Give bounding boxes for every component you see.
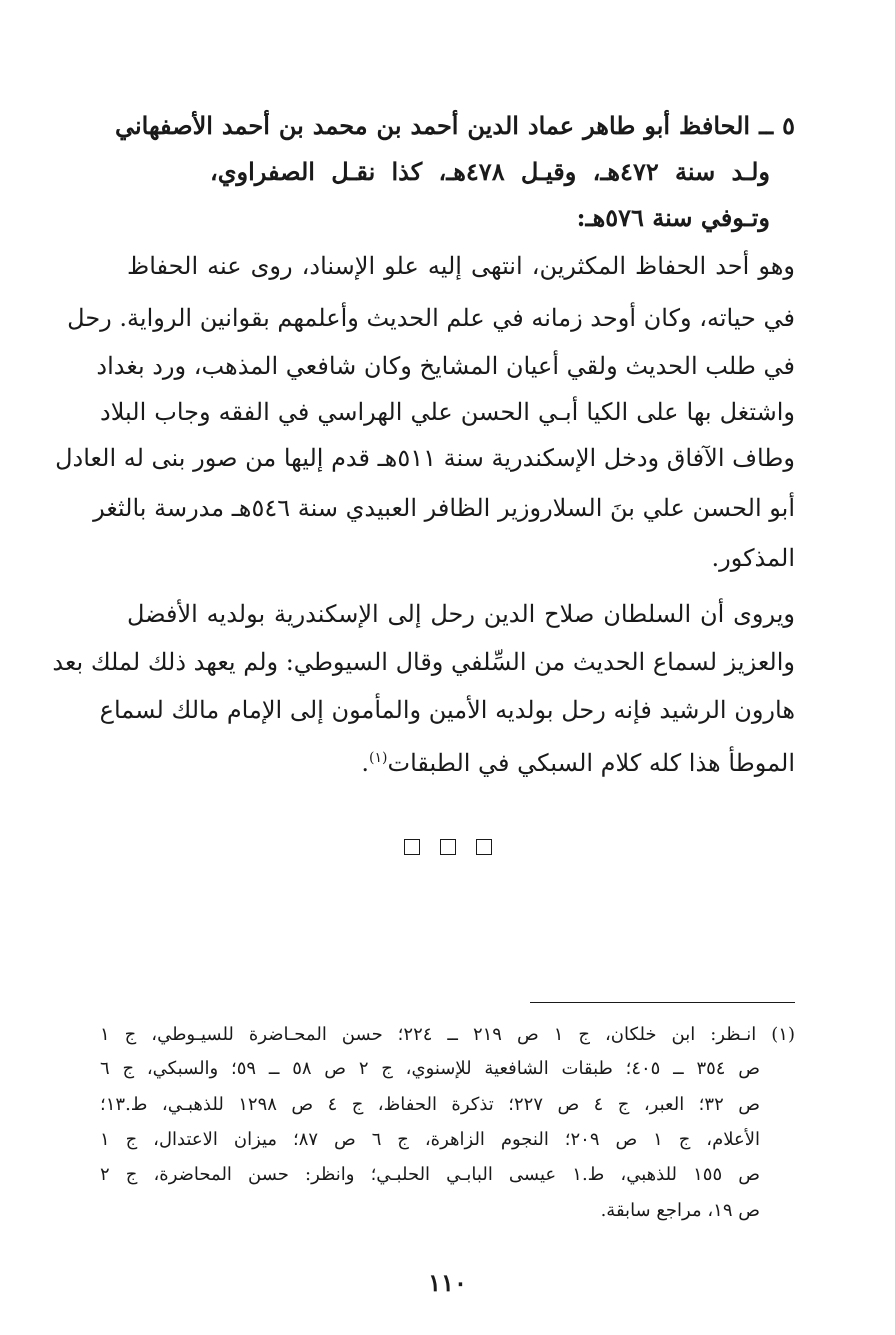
entry-heading-line-3: وتـوفي سنة ٥٧٦هـ: bbox=[576, 203, 770, 232]
paragraph-1-line-6: أبو الحسن علي بنَ السلاروزير الظافر العبيدي سنة ٥٤٦هـ مدرسة بالثغر bbox=[93, 494, 795, 522]
footnote-divider bbox=[530, 1002, 795, 1003]
footnote-line-3: ص ٣٢؛ العبر، ج ٤ ص ٢٢٧؛ تذكرة الحفاظ، ج ٤ ص ١٢٩٨ للذهبـي، ط.١٣؛ bbox=[100, 1094, 760, 1115]
paragraph-2-line-1: ويروى أن السلطان صلاح الدين رحل إلى الإسكندرية بولديه الأفضل bbox=[127, 600, 795, 628]
paragraph-2-line-4: الموطأ هذا كله كلام السبكي في الطبقات$^{(١)}$. bbox=[361, 749, 795, 777]
paragraph-2-line-2: والعزيز لسماع الحديث من السِّلفي وقال السيوطي: ولم يعهد ذلك لملك بعد bbox=[52, 648, 795, 676]
paragraph-1-line-4: واشتغل بها على الكيا أبـي الحسن علي الهراسي في الفقه وجاب البلاد bbox=[100, 398, 795, 426]
paragraph-1-line-7: المذكور. bbox=[711, 544, 795, 572]
paragraph-1-line-2: في حياته، وكان أوحد زمانه في علم الحديث وأعلمهم بقوانين الرواية. رحل bbox=[67, 304, 795, 332]
footnote-line-2: ص ٣٥٤ ــ ٤٠٥؛ طبقات الشافعية للإسنوي، ج ٢ ص ٥٨ ــ ٥٩؛ والسبكي، ج ٦ bbox=[100, 1058, 761, 1079]
footnote-line-6: ص ١٩، مراجع سابقة. bbox=[600, 1200, 760, 1221]
paragraph-2-line-4-text: الموطأ هذا كله كلام السبكي في الطبقات bbox=[387, 749, 795, 777]
ornament-square-icon bbox=[404, 839, 420, 855]
ornament-square-icon bbox=[440, 839, 456, 855]
page-number: ١١٠ bbox=[428, 1268, 467, 1297]
footnote-marker: (١) bbox=[369, 750, 388, 766]
entry-heading-line-1: ٥ ــ الحافظ أبو طاهر عماد الدين أحمد بن محمد بن أحمد الأصفهاني bbox=[115, 111, 795, 140]
paragraph-1-line-3: في طلب الحديث ولقي أعيان المشايخ وكان شافعي المذهب، ورد بغداد bbox=[96, 352, 795, 380]
paragraph-2-line-3: هارون الرشيد فإنه رحل بولديه الأمين والمأمون إلى الإمام مالك لسماع bbox=[99, 696, 795, 724]
footnote-line-4: الأعلام، ج ١ ص ٢٠٩؛ النجوم الزاهرة، ج ٦ ص ٨٧؛ ميزان الاعتدال، ج ١ bbox=[100, 1129, 760, 1150]
ornament-square-icon bbox=[476, 839, 492, 855]
section-ornaments bbox=[0, 836, 895, 856]
footnote-line-1: (١) انـظر: ابن خلكان، ج ١ ص ٢١٩ ــ ٢٢٤؛ حسن المحـاضرة للسيـوطي، ج ١ bbox=[100, 1024, 795, 1045]
paragraph-1-line-1: وهو أحد الحفاظ المكثرين، انتهى إليه علو الإسناد، روى عنه الحفاظ bbox=[127, 252, 795, 280]
footnote-line-5: ص ١٥٥ للذهبي، ط.١ عيسى البابـي الحلبـي؛ وانظر: حسن المحاضرة، ج ٢ bbox=[100, 1164, 760, 1185]
paragraph-1-line-5: وطاف الآفاق ودخل الإسكندرية سنة ٥١١هـ قدم إليها من صور بنى له العادل bbox=[55, 444, 795, 472]
entry-heading-line-2: ولـد سنة ٤٧٢هـ، وقيـل ٤٧٨هـ، كذا نقـل الصفراوي، bbox=[210, 157, 770, 186]
